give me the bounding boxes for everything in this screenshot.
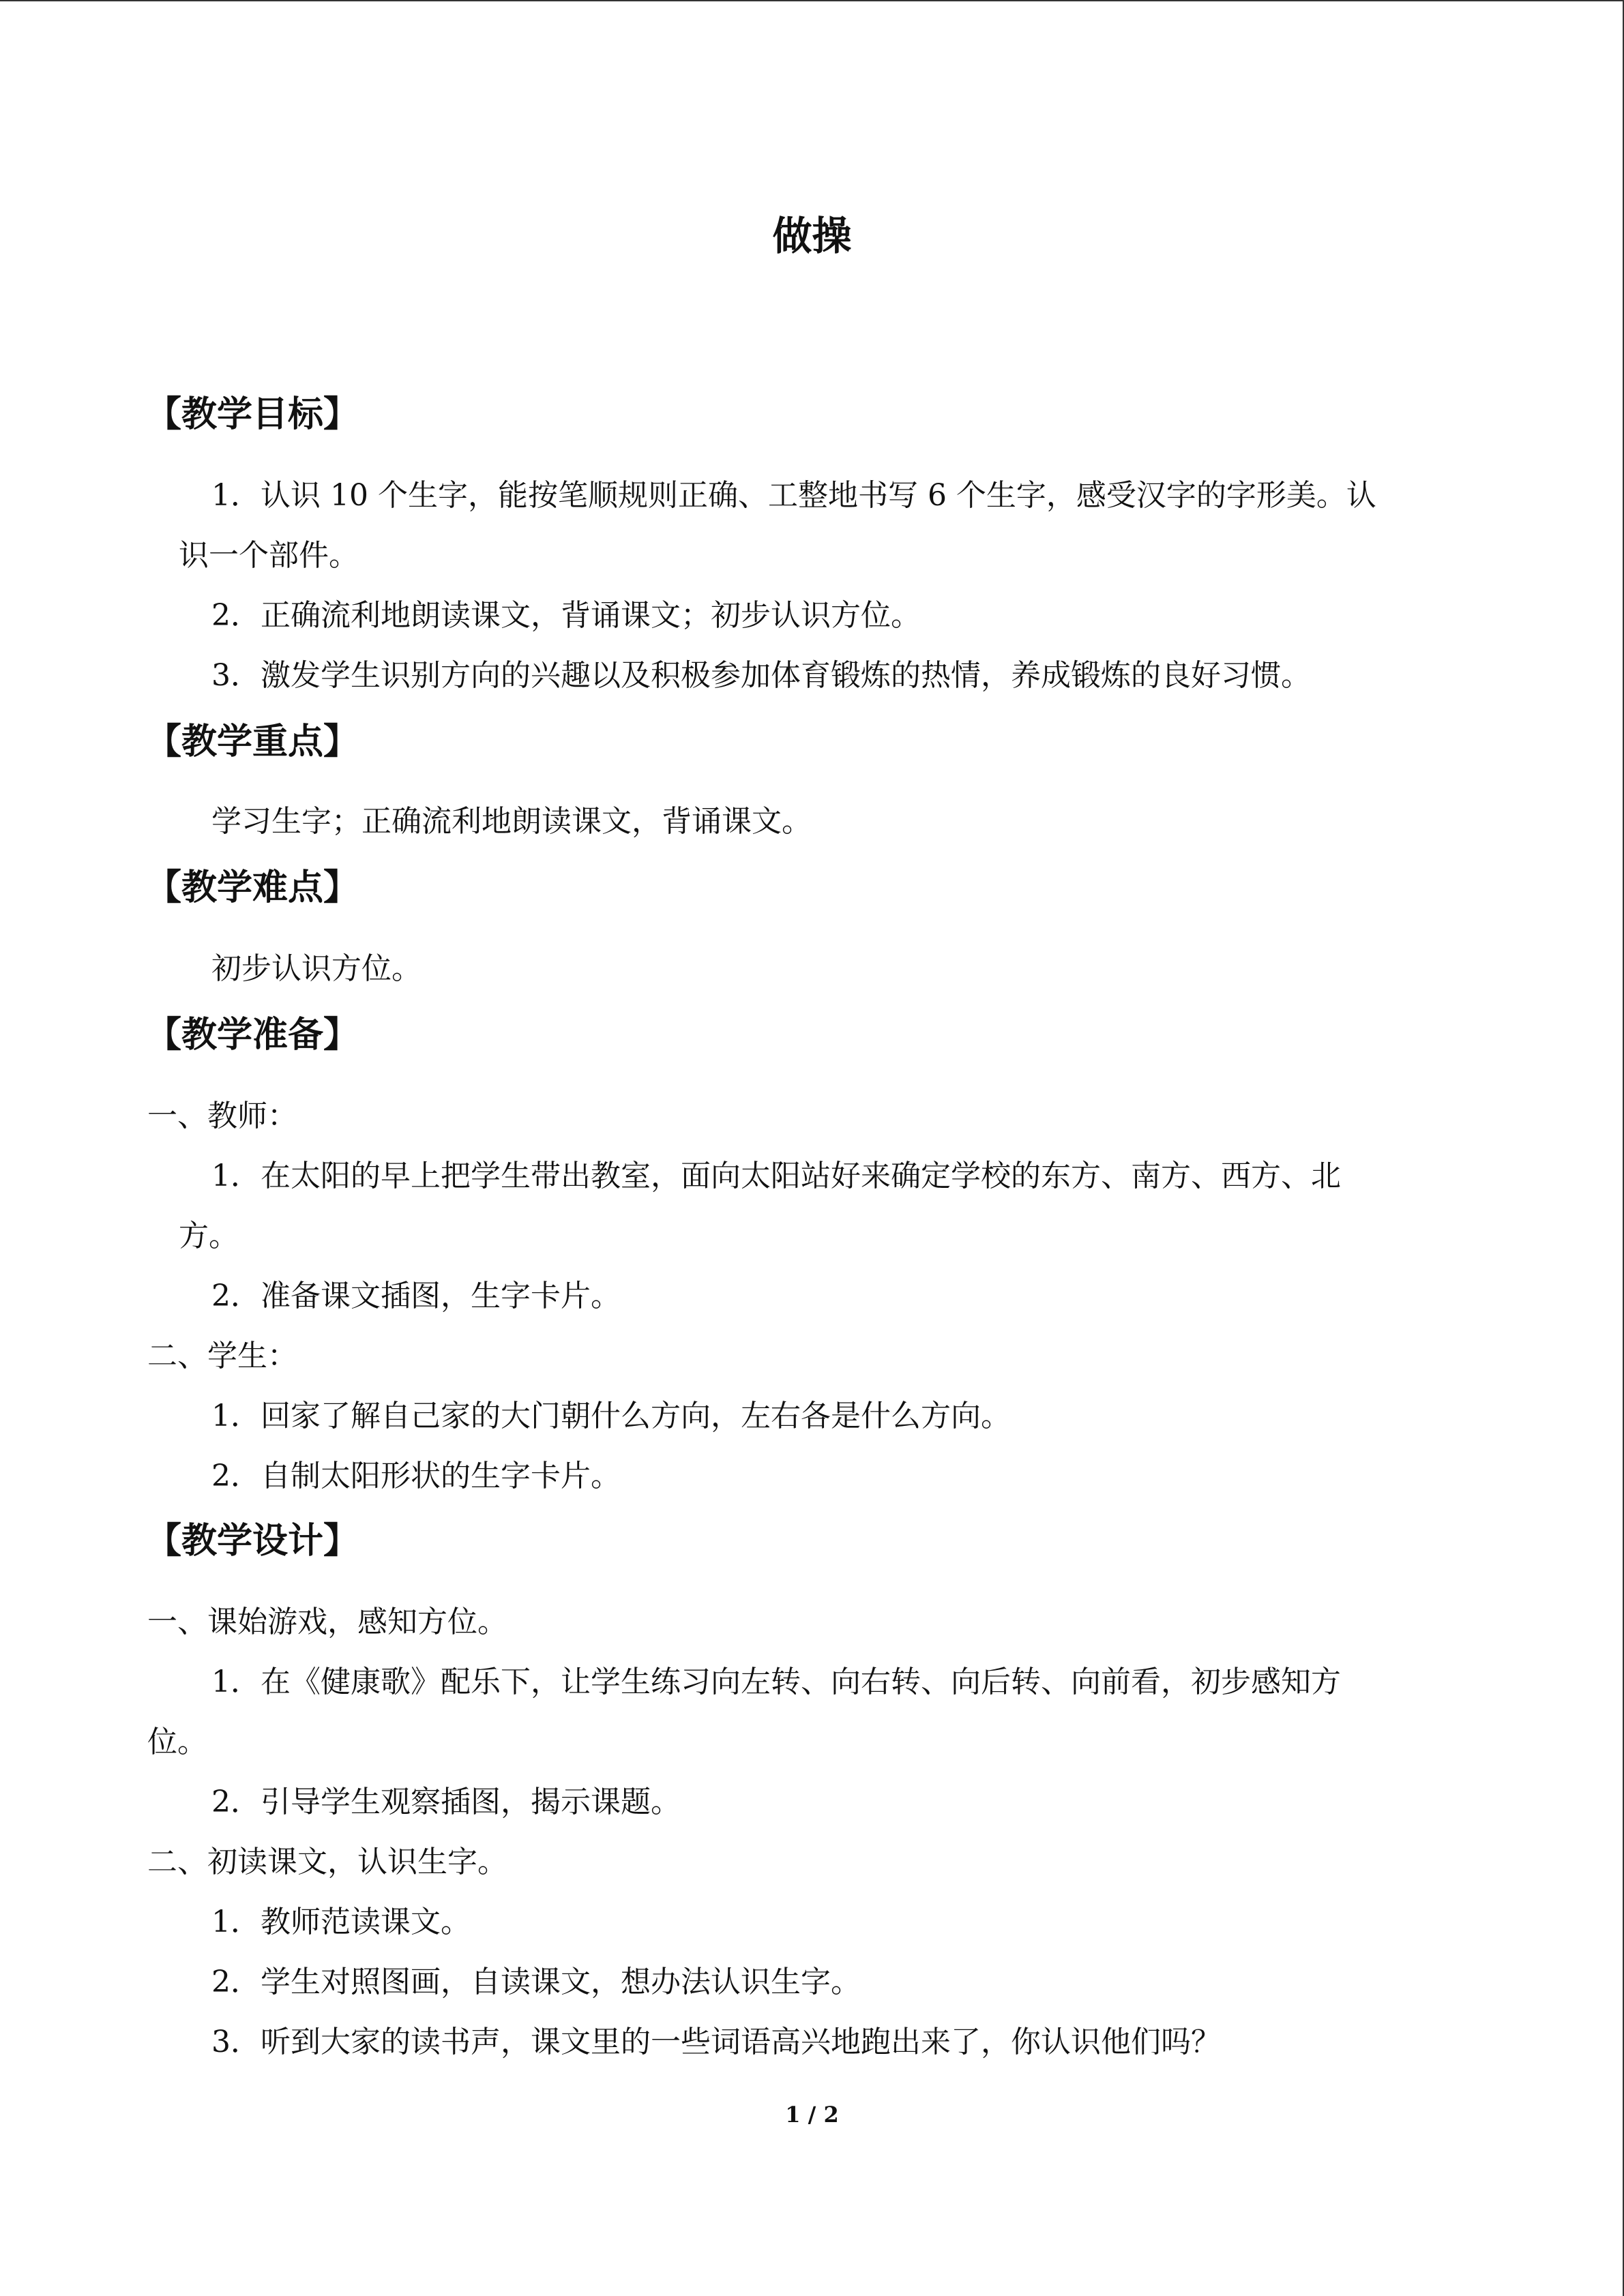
goals-line: 1．认识 10 个生字，能按笔顺规则正确、工整地书写 6 个生字，感受汉字的字形美。认 bbox=[211, 478, 1376, 513]
section-heading-key-points: 【教学重点】 bbox=[146, 721, 359, 762]
goals-line: 识一个部件。 bbox=[179, 538, 359, 573]
difficulties-line: 初步认识方位。 bbox=[211, 951, 422, 986]
preparation-line: 2．自制太阳形状的生字卡片。 bbox=[211, 1459, 621, 1493]
goals-line: 2．正确流利地朗读课文，背诵课文；初步认识方位。 bbox=[211, 598, 921, 633]
section-heading-design: 【教学设计】 bbox=[146, 1521, 359, 1562]
document-title: 做操 bbox=[772, 213, 852, 259]
design-line: 一、课始游戏，感知方位。 bbox=[147, 1605, 507, 1639]
design-line: 2．学生对照图画，自读课文，想办法认识生字。 bbox=[211, 1965, 861, 1999]
design-line: 1．在《健康歌》配乐下，让学生练习向左转、向右转、向后转、向前看，初步感知方 bbox=[211, 1665, 1341, 1699]
section-heading-difficulties: 【教学难点】 bbox=[146, 867, 359, 908]
design-line: 3．听到大家的读书声，课文里的一些词语高兴地跑出来了，你认识他们吗？ bbox=[211, 2025, 1221, 2059]
preparation-line: 方。 bbox=[179, 1219, 239, 1253]
design-line: 二、初读课文，认识生字。 bbox=[147, 1845, 507, 1879]
section-heading-preparation: 【教学准备】 bbox=[146, 1015, 359, 1056]
design-line: 1．教师范读课文。 bbox=[211, 1905, 471, 1939]
goals-line: 3．激发学生识别方向的兴趣以及积极参加体育锻炼的热情，养成锻炼的良好习惯。 bbox=[211, 658, 1311, 693]
preparation-line: 1．回家了解自己家的大门朝什么方向，左右各是什么方向。 bbox=[211, 1399, 1011, 1433]
page-number: 1 / 2 bbox=[785, 2102, 839, 2128]
preparation-line: 1．在太阳的早上把学生带出教室，面向太阳站好来确定学校的东方、南方、西方、北 bbox=[211, 1159, 1341, 1193]
preparation-line: 2．准备课文插图，生字卡片。 bbox=[211, 1279, 621, 1313]
preparation-line: 二、学生： bbox=[147, 1339, 297, 1373]
section-heading-goals: 【教学目标】 bbox=[146, 394, 359, 435]
design-line: 2．引导学生观察插图，揭示课题。 bbox=[211, 1785, 681, 1819]
design-line: 位。 bbox=[147, 1725, 207, 1759]
preparation-line: 一、教师： bbox=[147, 1099, 297, 1133]
key-points-line: 学习生字；正确流利地朗读课文，背诵课文。 bbox=[211, 804, 812, 839]
